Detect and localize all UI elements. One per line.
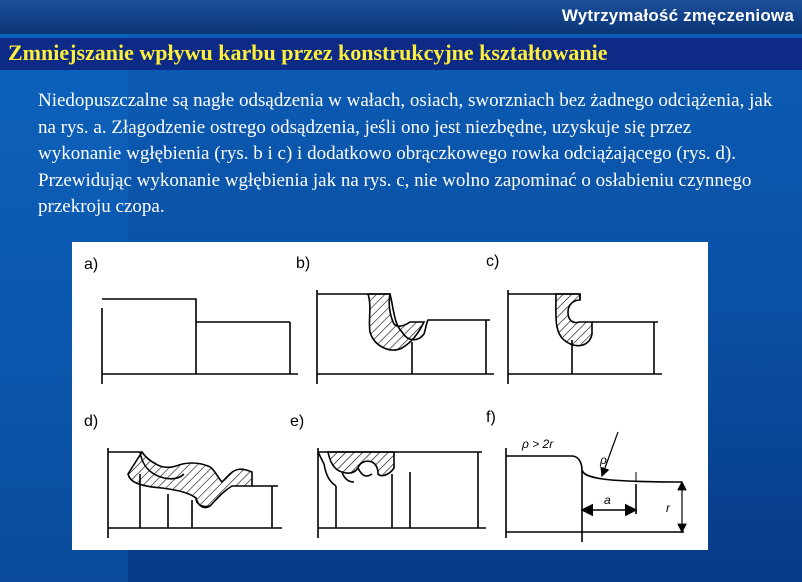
dimension-r-annotation: r <box>666 501 670 515</box>
header-title: Wytrzymałość zmęczeniowa <box>561 6 794 25</box>
panel-d-drawing <box>108 448 282 538</box>
panel-c-label: c) <box>486 253 500 270</box>
panel-a-drawing <box>102 299 298 384</box>
slide-body-text: Niedopuszczalne są nagłe odsądzenia w wałach, osiach, sworzniach bez żadnego odciążenia, jak na rys. a. Złagodzenie ostrego odsądzenia, jeśli ono jest niezbędne, uzyskuje się przez wykonanie wgłębienia (rys. b i c) i dodatkowo obrączkowego rowka odciążającego (rys. d). Przewidując wykonanie wgłębienia jak na rys. c, nie wolno zapominać o osłabieniu czynnego przekroju czopa. <box>38 90 773 217</box>
panel-d-label: d) <box>84 413 99 430</box>
panel-f-label: f) <box>486 409 496 426</box>
slide-title: Zmniejszanie wpływu karbu przez konstrukcyjne kształtowanie <box>8 40 608 65</box>
panel-c-drawing <box>508 290 662 384</box>
dimension-a-annotation: a <box>604 493 611 507</box>
notch-shaping-figure <box>72 242 708 550</box>
panel-b-label: b) <box>296 255 311 272</box>
rho-condition-annotation: ρ > 2r <box>522 437 554 451</box>
rho-annotation: ρ <box>600 453 607 467</box>
panel-e-drawing <box>318 448 486 538</box>
panel-b-drawing <box>317 290 494 384</box>
panel-e-label: e) <box>290 413 305 430</box>
panel-a-label: a) <box>84 256 99 273</box>
